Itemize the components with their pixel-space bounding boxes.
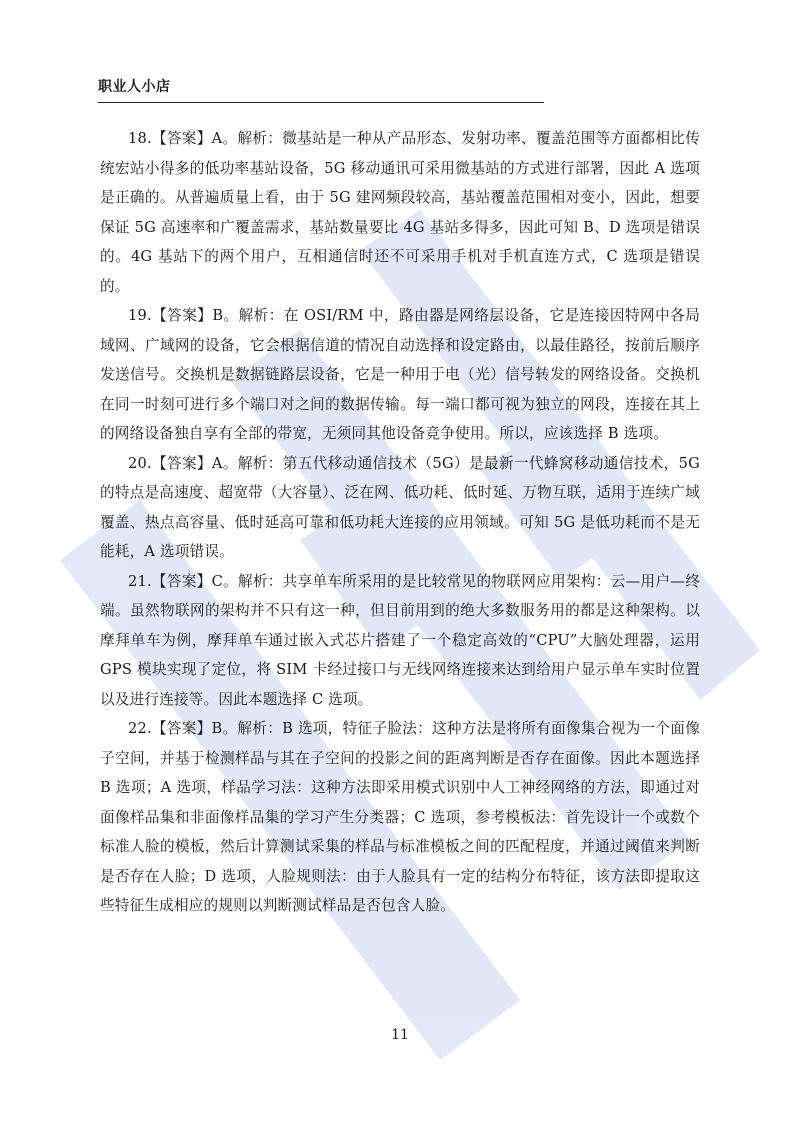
answer-choice: B	[211, 720, 223, 737]
page-header	[98, 76, 544, 103]
page-number: 11	[391, 1027, 409, 1043]
answer-paragraph-20	[100, 449, 700, 567]
answer-paragraph-18	[100, 124, 700, 301]
header-title: 职业人小店	[98, 79, 171, 95]
question-number: 21.	[128, 572, 152, 590]
answer-label: 【答案】	[151, 454, 212, 472]
answer-paragraph-21	[100, 567, 700, 715]
question-number: 18.	[128, 130, 152, 147]
answer-explanation: 。解析：共享单车所采用的是比较常见的物联网应用架构：云—用户—终端。虽然物联网的架构并不只有这一种，但目前用到的绝大多数服务用的都是这种架构。以摩拜单车为例，摩拜单车通过嵌入式芯片搭建了一个稳定高效的“CPU”大脑处理器，运用 GPS 模块实现了定位，将 SIM 卡经过接口与无线网络连接来达到给用户显示单车实时位置以及进行连接等。因此本题选择 C 选项。	[100, 572, 700, 708]
answer-section	[100, 124, 700, 921]
answer-label: 【答案】	[151, 720, 212, 737]
answer-explanation: 。解析：第五代移动通信技术（5G）是最新一代蜂窝移动通信技术，5G 的特点是高速度、超宽带（大容量）、泛在网、低功耗、低时延、万物互联，适用于连续广域覆盖、热点高容量、低时延高可靠和低功耗大连接的应用领域。可知 5G 是低功耗而不是无能耗，A 选项错误。	[100, 454, 700, 560]
answer-paragraph-22	[100, 714, 700, 921]
answer-explanation: 。解析：B 选项，特征子脸法：这种方法是将所有面像集合视为一个面像子空间，并基于检测样品与其在子空间的投影之间的距离判断是否存在面像。因此本题选择 B 选项；A 选项，样品学习法：这种方法即采用模式识别中人工神经网络的方法，即通过对面像样品集和非面像样品集的学习产生分类器；C 选项，参考模板法：首先设计一个或数个标准人脸的模板，然后计算测试采集的样品与标准模板之间的匹配程度，并通过阈值来判断是否存在人脸；D 选项，人脸规则法：由于人脸具有一定的结构分布特征，该方法即提取这些特征生成相应的规则以判断测试样品是否包含人脸。	[100, 720, 700, 914]
question-number: 19.	[128, 307, 152, 324]
answer-label: 【答案】	[151, 572, 212, 590]
answer-label: 【答案】	[151, 307, 213, 324]
question-number: 20.	[128, 454, 152, 472]
answer-explanation: 。解析：在 OSI/RM 中，路由器是网络层设备，它是连接因特网中各局域网、广域网的设备，它会根据信道的情况自动选择和设定路由，以最佳路径，按前后顺序发送信号。交换机是数据链路层设备，它是一种用于电（光）信号转发的网络设备。交换机在同一时刻可进行多个端口对之间的数据传输。每一端口都可视为独立的网段，连接在其上的网络设备独自享有全部的带宽，无须同其他设备竞争使用。所以，应该选择 B 选项。	[100, 307, 700, 442]
answer-explanation: 。解析：微基站是一种从产品形态、发射功率、覆盖范围等方面都相比传统宏站小得多的低功率基站设备，5G 移动通讯可采用微基站的方式进行部署，因此 A 选项是正确的。从普遍质量上看，由于 5G 建网频段较高，基站覆盖范围相对变小，因此，想要保证 5G 高速率和广覆盖需求，基站数量要比 4G 基站多得多，因此可知 B、D 选项是错误的。4G 基站下的两个用户，互相通信时还不可采用手机对手机直连方式，C 选项是错误的。	[100, 130, 700, 295]
question-number: 22.	[128, 720, 152, 737]
answer-choice: B	[212, 307, 224, 324]
answer-label: 【答案】	[151, 130, 212, 147]
answer-choice: C	[211, 572, 223, 590]
answer-choice: A	[211, 454, 223, 472]
answer-paragraph-19	[100, 301, 700, 449]
answer-choice: A	[211, 130, 223, 147]
